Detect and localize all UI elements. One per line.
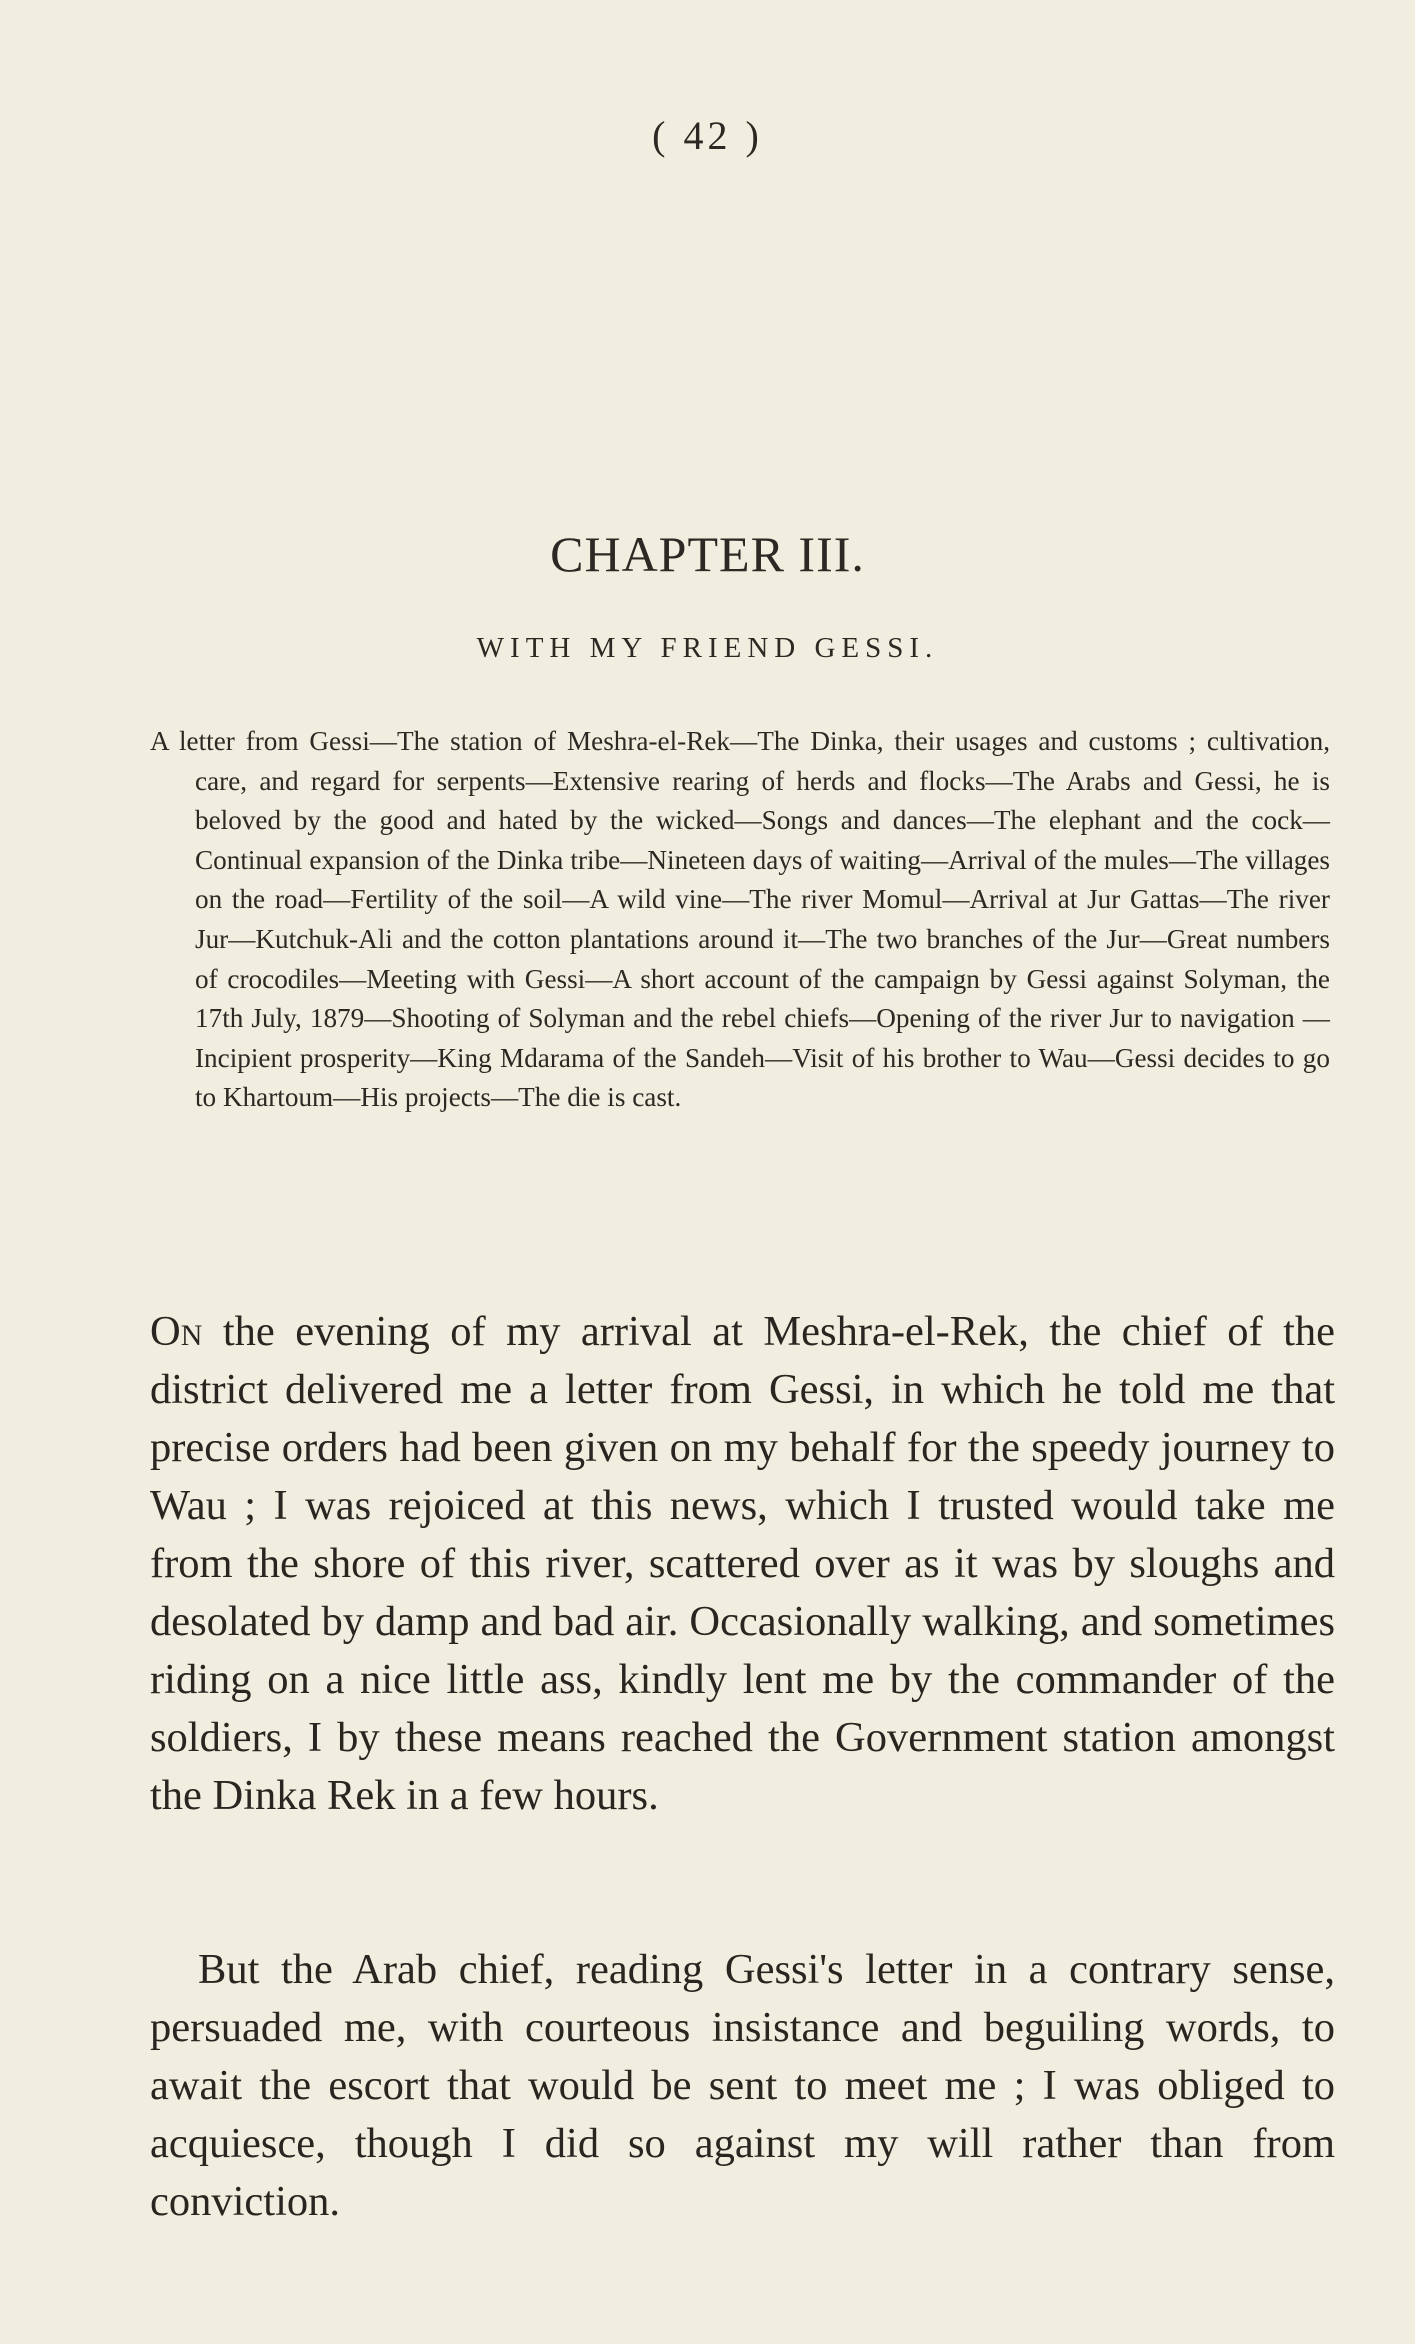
paragraph-2: But the Arab chief, reading Gessi's letter in a contrary sense, persuaded me, with courteous insistance and beguiling words, to await the escort that would be sent to meet me ; I was obliged to acquiesce, though I did so against my will rather than from conviction.	[150, 1946, 1335, 2225]
chapter-title: CHAPTER III.	[550, 526, 865, 582]
chapter-subtitle: WITH MY FRIEND GESSI.	[476, 632, 939, 664]
paragraph-1	[150, 1303, 1335, 1825]
paragraph-1-text: the evening of my arrival at Meshra-el-Rek, the chief of the district delivered me a letter from Gessi, in which he told me that precise orders had been given on my behalf for the speedy journey to Wau ; I was rejoiced at this news, which I trusted would take me from the shore of this river, scattered over as it was by sloughs and desolated by damp and bad air. Occasionally walking, and sometimes riding on a nice little ass, kindly lent me by the commander of the soldiers, I by these means reached the Government station amongst the Dinka Rek in a few hours.	[150, 1308, 1335, 1819]
page-number: ( 42 )	[652, 113, 763, 158]
chapter-synopsis: A letter from Gessi—The station of Meshra-el-Rek—The Dinka, their usages and customs ; cultivation, care, and regard for serpents—Extensive rearing of herds and flocks—The Arabs and Gessi, he is beloved by the good and hated by the wicked—Songs and dances—The elephant and the cock—Continual expansion of the Dinka tribe—Nineteen days of waiting—Arrival of the mules—The villages on the road—Fertility of the soil—A wild vine—The river Momul—Arrival at Jur Gattas—The river Jur—Kutchuk-Ali and the cotton plantations around it—The two branches of the Jur—Great numbers of crocodiles—Meeting with Gessi—A short account of the campaign by Gessi against Solyman, the 17th July, 1879—Shooting of Solyman and the rebel chiefs—Opening of the river Jur to navigation —Incipient prosperity—King Mdarama of the Sandeh—Visit of his brother to Wau—Gessi decides to go to Khartoum—His projects—The die is cast.	[150, 726, 1330, 1113]
paragraph-1-first-word: On	[150, 1308, 203, 1355]
